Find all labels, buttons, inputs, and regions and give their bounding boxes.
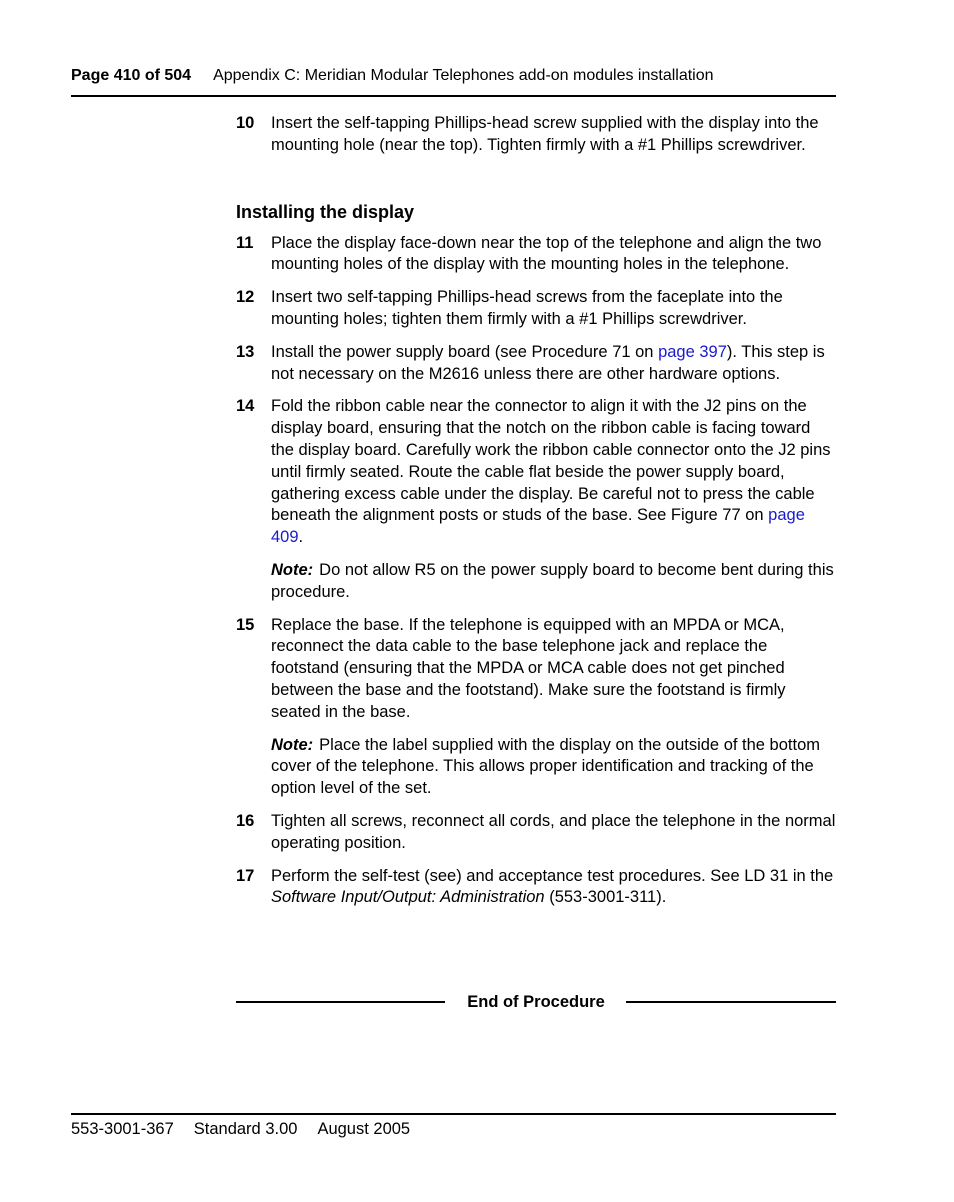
page-footer: [71, 1118, 430, 1140]
note-step-14: [236, 560, 836, 604]
step-15: [236, 615, 836, 724]
step-text: Tighten all screws, reconnect all cords, and place the telephone in the normal operating position.: [271, 811, 836, 852]
end-of-procedure: [236, 991, 836, 1013]
step-number: 10: [236, 114, 255, 132]
step-text: Place the display face-down near the top of the telephone and align the two mounting holes of the display with the mounting holes in the telephone.: [271, 233, 822, 274]
section-heading: Installing the display: [236, 201, 415, 222]
page-number: Page 410 of 504: [71, 67, 192, 84]
step-text: [271, 397, 831, 546]
step-text: [271, 867, 833, 907]
step-11: [236, 233, 836, 277]
note-label: Note:: [271, 735, 314, 754]
step-text: [271, 343, 825, 383]
note-step-15: [236, 735, 836, 800]
date: August 2005: [317, 1120, 411, 1138]
document-title: Software Input/Output: Administration: [271, 888, 545, 907]
procedure-content: [236, 113, 836, 909]
step-text-part: Fold the ribbon cable near the connector to align it with the J2 pins on the display board, ensuring that the notch on the ribbon cable is facing toward the display board. Carefully work the ribbon cable connector onto the J2 pins until firmly seated. Route the cable flat beside the power supply board, gathering excess cable under the display. Be careful not to press the cable beneath the alignment posts or studs of the base. See Figure 77 on: [271, 397, 831, 525]
end-label: End of Procedure: [467, 993, 605, 1011]
step-text-part: Install the power supply board (see Procedure 71 on: [271, 342, 659, 361]
step-number: 17: [236, 866, 255, 885]
step-number: 15: [236, 615, 255, 634]
step-number: 12: [236, 288, 255, 307]
step-14: [236, 396, 836, 549]
step-13: [236, 342, 836, 386]
step-17: [236, 866, 836, 910]
step-10: [236, 113, 836, 157]
step-text-part: ). This step is not necessary on the M2616 unless there are other hardware options.: [271, 342, 825, 383]
note-text: Place the label supplied with the display on the outside of the bottom cover of the telephone. This allows proper identification and tracking of the option level of the set.: [271, 735, 820, 798]
step-text-part: .: [298, 528, 304, 547]
note-label: Note:: [271, 560, 314, 579]
page-header: [71, 66, 836, 86]
step-text-part: (553-3001-311).: [544, 888, 667, 907]
page-409-link[interactable]: page 409: [271, 506, 805, 547]
step-12: [236, 287, 836, 331]
step-number: 14: [236, 397, 255, 416]
step-text-part: Perform the self-test (see) and acceptance test procedures. See LD 31 in the: [271, 866, 834, 885]
step-text: Replace the base. If the telephone is equipped with an MPDA or MCA, reconnect the data cable to the base telephone jack and replace the footstand (ensuring that the MPDA or MCA cable does not get pinched between the base and the footstand). Make sure the footstand is firmly seated in the base.: [271, 615, 786, 721]
step-text: Insert the self-tapping Phillips-head screw supplied with the display into the mounting hole (near the top). Tighten firmly with a #1 Phillips screwdriver.: [271, 114, 819, 154]
doc-number: 553-3001-367: [71, 1120, 174, 1138]
note-text: Do not allow R5 on the power supply board to become bent during this procedure.: [271, 560, 834, 601]
standard: Standard 3.00: [193, 1120, 298, 1138]
step-number: 16: [236, 811, 255, 830]
step-number: 13: [236, 342, 255, 361]
step-text: Insert two self-tapping Phillips-head screws from the faceplate into the mounting holes; tighten them firmly with a #1 Phillips screwdriver.: [271, 288, 783, 328]
page-397-link[interactable]: page 397: [658, 342, 727, 361]
step-number: 11: [236, 233, 254, 252]
step-16: [236, 811, 836, 855]
header-title: Appendix C: Meridian Modular Telephones add-on modules installation: [213, 67, 714, 84]
header-rule: [71, 95, 836, 97]
footer-rule: [71, 1113, 836, 1115]
